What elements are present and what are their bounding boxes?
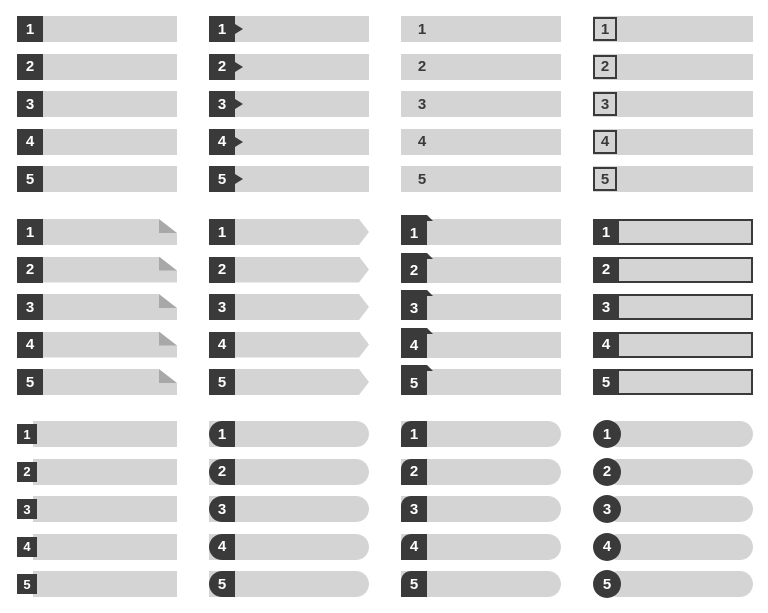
list-item <box>17 369 177 395</box>
item-number: 4 <box>601 336 611 353</box>
number-badge <box>209 294 235 320</box>
list-item <box>209 332 369 358</box>
list-item <box>17 16 177 42</box>
item-number: 5 <box>600 170 610 188</box>
number-badge <box>17 219 43 245</box>
number-badge <box>209 534 235 560</box>
item-number: 3 <box>217 298 227 316</box>
list-item <box>401 16 561 42</box>
list-item <box>593 571 753 597</box>
item-number: 5 <box>409 575 419 593</box>
number-badge <box>593 17 617 41</box>
list-item <box>209 294 369 320</box>
item-number: 2 <box>25 58 35 75</box>
item-number: 1 <box>409 425 419 443</box>
list-item <box>17 571 177 597</box>
number-badge <box>593 332 619 358</box>
item-bar <box>33 571 177 597</box>
item-number: 1 <box>217 223 227 241</box>
number-badge <box>593 92 617 116</box>
item-number: 5 <box>601 373 611 391</box>
item-number: 4 <box>25 336 35 353</box>
list-item <box>209 421 369 447</box>
item-number: 5 <box>602 575 612 593</box>
item-number: 4 <box>600 133 610 150</box>
number-badge <box>17 424 37 444</box>
item-bar <box>602 459 753 485</box>
list-item <box>593 332 753 358</box>
item-number: 1 <box>600 20 610 38</box>
list-item <box>17 257 177 283</box>
list-item <box>209 166 369 192</box>
item-number: 1 <box>602 425 612 443</box>
list-item <box>209 54 369 80</box>
number-badge <box>401 290 427 320</box>
list-item <box>209 534 369 560</box>
number-badge <box>593 420 621 448</box>
list-item <box>593 496 753 522</box>
list-item <box>17 219 177 245</box>
item-number: 2 <box>600 58 610 75</box>
number-badge <box>209 54 235 80</box>
list-item <box>17 54 177 80</box>
number-badge <box>593 257 619 283</box>
number-badge <box>593 130 617 154</box>
number-badge <box>17 166 43 192</box>
item-bar <box>593 54 753 80</box>
number-badge <box>409 129 435 155</box>
number-badge <box>593 369 619 395</box>
number-badge <box>17 91 43 117</box>
list-item <box>593 219 753 245</box>
item-number: 1 <box>25 20 35 38</box>
item-number: 3 <box>600 95 610 113</box>
item-number: 4 <box>409 337 419 354</box>
list-item <box>209 129 369 155</box>
list-item <box>209 257 369 283</box>
item-number: 1 <box>217 20 227 38</box>
item-number: 1 <box>23 426 31 442</box>
list-item <box>17 496 177 522</box>
item-number: 3 <box>601 298 611 316</box>
item-number: 2 <box>602 463 612 480</box>
item-number: 1 <box>25 223 35 241</box>
item-number: 4 <box>409 538 419 555</box>
number-badge <box>593 55 617 79</box>
item-number: 2 <box>601 261 611 278</box>
item-bar <box>602 571 753 597</box>
number-badge <box>593 533 621 561</box>
list-item <box>401 129 561 155</box>
item-bar <box>602 496 753 522</box>
item-number: 5 <box>409 374 419 392</box>
item-number: 3 <box>602 500 612 518</box>
list-item <box>17 91 177 117</box>
item-number: 2 <box>409 262 419 279</box>
item-number: 3 <box>409 299 419 317</box>
item-number: 3 <box>409 500 419 518</box>
item-bar <box>593 16 753 42</box>
list-item <box>401 369 561 395</box>
item-number: 2 <box>23 464 31 479</box>
item-number: 2 <box>25 261 35 278</box>
item-bar <box>602 534 753 560</box>
number-badge <box>209 219 235 245</box>
list-item <box>401 534 561 560</box>
list-item <box>401 91 561 117</box>
number-badge <box>17 332 43 358</box>
list-item <box>593 421 753 447</box>
number-badge <box>209 166 235 192</box>
item-number: 2 <box>217 58 227 75</box>
list-item <box>401 459 561 485</box>
number-badge <box>593 167 617 191</box>
number-badge <box>209 459 235 485</box>
number-badge <box>209 369 235 395</box>
list-item <box>209 219 369 245</box>
list-item <box>401 421 561 447</box>
number-badge <box>401 459 427 485</box>
list-item <box>401 54 561 80</box>
list-item <box>593 91 753 117</box>
list-item <box>401 571 561 597</box>
item-number: 4 <box>217 133 227 150</box>
list-item <box>17 459 177 485</box>
number-badge <box>209 332 235 358</box>
item-number: 5 <box>217 373 227 391</box>
list-item <box>17 332 177 358</box>
number-badge <box>401 496 427 522</box>
item-number: 4 <box>417 133 427 150</box>
item-number: 3 <box>25 298 35 316</box>
item-number: 3 <box>417 95 427 113</box>
item-number: 3 <box>217 95 227 113</box>
number-badge <box>209 16 235 42</box>
item-number: 2 <box>217 463 227 480</box>
number-badge <box>409 166 435 192</box>
item-number: 5 <box>217 170 227 188</box>
list-item <box>17 294 177 320</box>
list-item <box>209 496 369 522</box>
number-badge <box>593 294 619 320</box>
item-bar <box>593 129 753 155</box>
number-badge <box>593 570 621 598</box>
list-item <box>17 129 177 155</box>
list-item <box>209 459 369 485</box>
number-badge <box>409 91 435 117</box>
item-number: 2 <box>409 463 419 480</box>
item-number: 1 <box>217 425 227 443</box>
list-item <box>209 571 369 597</box>
item-number: 5 <box>25 170 35 188</box>
number-badge <box>209 129 235 155</box>
number-badge <box>593 458 621 486</box>
list-item <box>401 294 561 320</box>
item-number: 3 <box>23 501 31 517</box>
number-badge <box>209 421 235 447</box>
list-item <box>593 129 753 155</box>
list-item <box>209 91 369 117</box>
item-number: 5 <box>23 576 31 592</box>
item-bar <box>593 91 753 117</box>
list-item <box>17 421 177 447</box>
number-badge <box>401 534 427 560</box>
number-badge <box>401 328 427 358</box>
number-badge <box>209 496 235 522</box>
list-item <box>593 16 753 42</box>
number-badge <box>401 571 427 597</box>
number-badge <box>409 54 435 80</box>
item-number: 2 <box>217 261 227 278</box>
item-number: 4 <box>602 538 612 555</box>
list-item <box>209 369 369 395</box>
number-badge <box>17 257 43 283</box>
number-badge <box>17 294 43 320</box>
number-badge <box>17 54 43 80</box>
list-item <box>401 496 561 522</box>
item-number: 4 <box>217 538 227 555</box>
number-badge <box>17 499 37 519</box>
list-item <box>401 166 561 192</box>
number-badge <box>401 253 427 283</box>
number-badge <box>17 129 43 155</box>
list-item <box>593 369 753 395</box>
list-item <box>401 219 561 245</box>
number-badge <box>593 495 621 523</box>
item-number: 4 <box>25 133 35 150</box>
item-bar <box>33 459 177 485</box>
number-badge <box>209 571 235 597</box>
list-item <box>401 332 561 358</box>
item-bar <box>33 496 177 522</box>
list-item <box>593 54 753 80</box>
list-item <box>17 534 177 560</box>
list-item <box>17 166 177 192</box>
item-number: 5 <box>417 170 427 188</box>
item-number: 5 <box>217 575 227 593</box>
list-item <box>593 166 753 192</box>
number-badge <box>17 369 43 395</box>
list-item <box>209 16 369 42</box>
list-item <box>593 257 753 283</box>
item-bar <box>602 421 753 447</box>
item-number: 3 <box>217 500 227 518</box>
item-bar <box>33 534 177 560</box>
number-badge <box>17 462 37 482</box>
item-number: 3 <box>25 95 35 113</box>
item-bar <box>593 166 753 192</box>
number-badge <box>401 365 427 395</box>
item-number: 5 <box>25 373 35 391</box>
item-number: 1 <box>417 20 427 38</box>
item-bar <box>33 421 177 447</box>
number-badge <box>401 215 427 245</box>
number-badge <box>409 16 435 42</box>
list-item <box>593 459 753 485</box>
list-item <box>593 294 753 320</box>
number-badge <box>209 257 235 283</box>
number-badge <box>209 91 235 117</box>
item-number: 4 <box>217 336 227 353</box>
list-item <box>401 257 561 283</box>
number-badge <box>17 537 37 557</box>
number-badge <box>17 16 43 42</box>
item-number: 1 <box>601 223 611 241</box>
number-badge <box>17 574 37 594</box>
number-badge <box>401 421 427 447</box>
item-number: 1 <box>409 224 419 242</box>
item-number: 4 <box>23 539 31 554</box>
item-number: 2 <box>417 58 427 75</box>
number-badge <box>593 219 619 245</box>
list-item <box>593 534 753 560</box>
